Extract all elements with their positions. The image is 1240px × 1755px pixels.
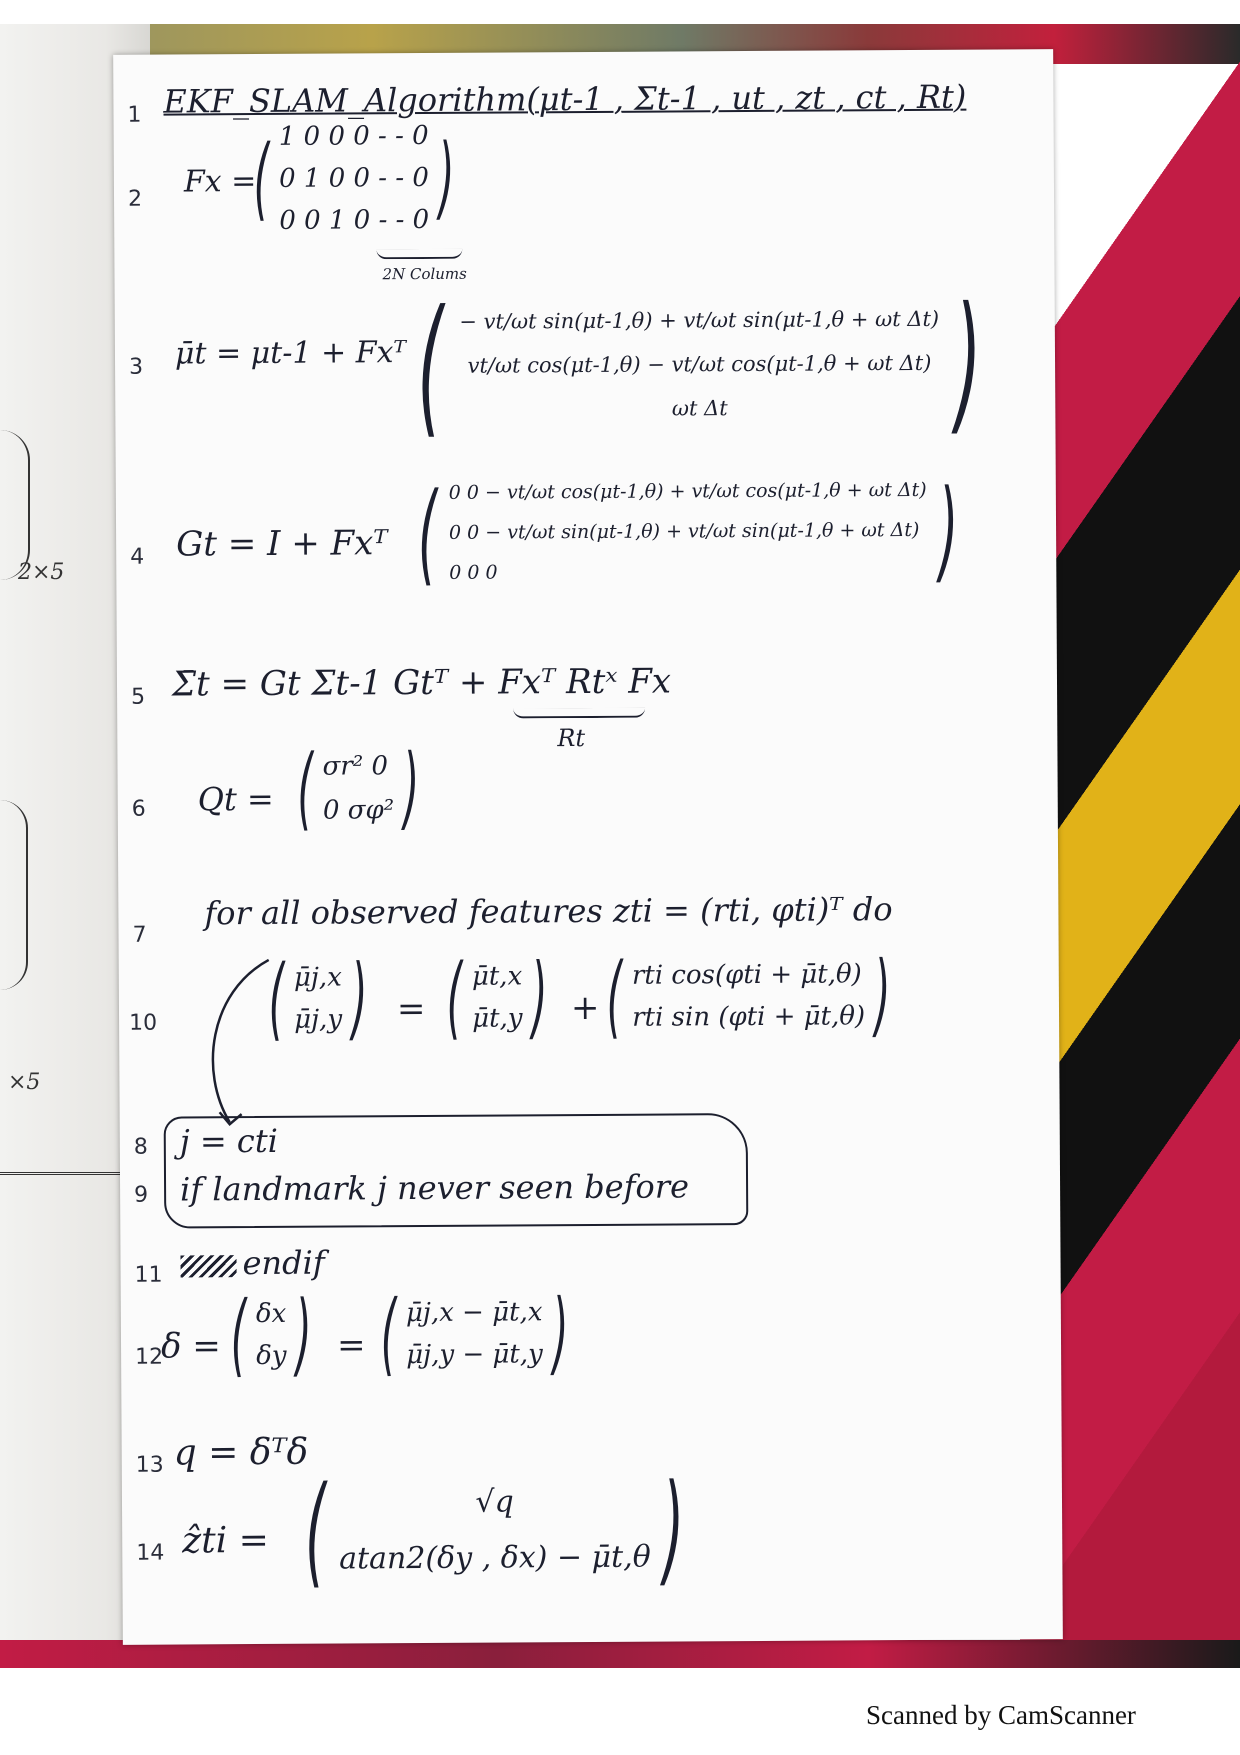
new-landmark-condition: if landmark j never seen before (179, 1167, 690, 1209)
paren-left: ( (416, 278, 445, 454)
squared-distance: q = δᵀδ (173, 1431, 309, 1474)
paren-left: ( (380, 1281, 397, 1387)
left-page-dim-2: ×5 (8, 1070, 41, 1095)
qt-row-2: 0 σφ² (322, 795, 395, 826)
line-number-6: 6 (131, 796, 146, 822)
motion-row-3: ωt Δt (671, 396, 728, 421)
predicted-observation-vector (292, 1459, 698, 1601)
columns-brace (376, 249, 462, 260)
left-page-dim-1: 2×5 (18, 560, 65, 585)
motion-row-1: − vt/ωt sin(μt-1,θ) + vt/ωt sin(μt-1,θ + ωt Δt) (459, 306, 940, 334)
predicted-range: √q (475, 1484, 514, 1520)
landmark-mean-y: μ̄j,y (294, 1004, 343, 1035)
paren-left: ( (304, 1461, 327, 1601)
offset-row-1: rti cos(φti + μ̄t,θ) (631, 959, 862, 991)
qt-matrix (287, 735, 429, 841)
paren-right: ) (938, 465, 959, 594)
fx-row-2: 0 1 0 0 - - 0 (278, 162, 430, 194)
jacobian-row-1: 0 0 − vt/ωt cos(μt-1,θ) + vt/ωt cos(μt-1,θ + ωt Δt) (448, 478, 927, 504)
line-number-7: 7 (132, 922, 147, 948)
line-number-1: 1 (127, 102, 142, 128)
mu-bar-lhs: μ̄t = μt-1 + Fxᵀ (174, 335, 407, 372)
line-number-9: 9 (134, 1182, 149, 1208)
observation-offset-vector (597, 942, 901, 1049)
fx-label: Fx = (183, 164, 257, 200)
for-loop-line: for all observed features zti = (rti, φti)ᵀ do (204, 890, 893, 933)
delta-vector (221, 1281, 322, 1388)
left-page-bracket-2 (0, 800, 28, 990)
line-number-12: 12 (135, 1344, 164, 1370)
offset-row-2: rti sin (φti + μ̄t,θ) (632, 1001, 866, 1033)
jacobian-row-3: 0 0 0 (449, 561, 498, 584)
z-hat-lhs: ẑti = (182, 1519, 269, 1562)
equals-sign: = (336, 1325, 366, 1366)
columns-label: 2N Colums (382, 264, 467, 284)
landmark-mean-x: μ̄j,x (293, 962, 342, 993)
line-number-14: 14 (136, 1540, 165, 1566)
paren-right: ) (438, 124, 455, 230)
equals-sign: = (396, 988, 426, 1030)
delta-x: δx (255, 1298, 287, 1330)
paren-right: ) (351, 945, 368, 1051)
paren-right: ) (551, 1280, 569, 1386)
fx-row-3: 0 0 1 0 - - 0 (279, 204, 430, 236)
line-number-10: 10 (128, 1010, 158, 1036)
fx-row-1: 1 0 0 0 - - 0 (278, 120, 429, 152)
scanner-watermark: Scanned by CamScanner (866, 1700, 1136, 1730)
endif-line (180, 1244, 324, 1283)
paren-right: ) (295, 1281, 313, 1387)
algorithm-title: EKF_SLAM_Algorithm(μt-1 , Σt-1 , ut , zt , ct , Rt) (163, 77, 967, 121)
line-number-13: 13 (135, 1452, 164, 1478)
endif-text: endif (242, 1243, 325, 1283)
line-number-3: 3 (128, 354, 144, 380)
paren-right: ) (403, 735, 420, 841)
rt-brace (513, 708, 645, 719)
motion-row-2: vt/ωt cos(μt-1,θ) − vt/ωt cos(μt-1,θ + ωt Δt) (467, 350, 932, 378)
gt-lhs: Gt = I + Fxᵀ (176, 523, 388, 565)
robot-mean-x: μ̄t,x (471, 961, 523, 992)
paren-left: ( (606, 943, 623, 1049)
paren-left: ( (446, 944, 463, 1050)
delta-lhs: δ = (160, 1326, 221, 1367)
robot-mean-vector (437, 944, 558, 1050)
fx-matrix (244, 115, 465, 242)
covariance-update: Σ̄t = Gt Σt-1 Gtᵀ + Fxᵀ Rtˣ Fx (171, 661, 672, 705)
line-number-2: 2 (127, 186, 143, 212)
correspondence-assignment: j = cti (179, 1121, 278, 1161)
qt-lhs: Qt = (197, 779, 274, 819)
scribble-mark (180, 1255, 236, 1277)
delta-y: δy (256, 1340, 287, 1372)
plus-sign: + (570, 987, 600, 1029)
paren-left: ( (417, 468, 438, 598)
line-number-5: 5 (131, 684, 146, 710)
paren-right: ) (663, 1459, 685, 1599)
paren-right: ) (531, 944, 549, 1050)
jacobian-matrix (406, 465, 970, 598)
paren-right: ) (874, 942, 891, 1048)
motion-vector (401, 275, 999, 454)
delta-difference-vector (371, 1280, 578, 1387)
jacobian-row-2: 0 0 − vt/ωt sin(μt-1,θ) + vt/ωt sin(μt-1,θ + ωt Δt) (448, 518, 920, 544)
left-page-bracket-1 (0, 430, 30, 580)
paren-right: ) (954, 275, 983, 450)
paren-left: ( (253, 125, 270, 232)
delta-difference-y: μ̄j,y − μ̄t,y (406, 1339, 543, 1371)
predicted-bearing: atan2(δy , δx) − μ̄t,θ (339, 1539, 651, 1577)
delta-difference-x: μ̄j,x − μ̄t,x (405, 1297, 543, 1329)
line-number-11: 11 (134, 1262, 163, 1288)
notebook-sheet (113, 49, 1063, 1645)
rt-label: Rt (557, 724, 586, 753)
paren-left: ( (230, 1282, 247, 1388)
qt-row-1: σr² 0 (322, 751, 389, 782)
line-number-8: 8 (133, 1134, 148, 1160)
line-number-4: 4 (130, 544, 145, 570)
paren-left: ( (268, 945, 285, 1051)
paren-left: ( (296, 735, 314, 841)
robot-mean-y: μ̄t,y (472, 1003, 523, 1034)
left-page-rule (0, 1172, 128, 1175)
